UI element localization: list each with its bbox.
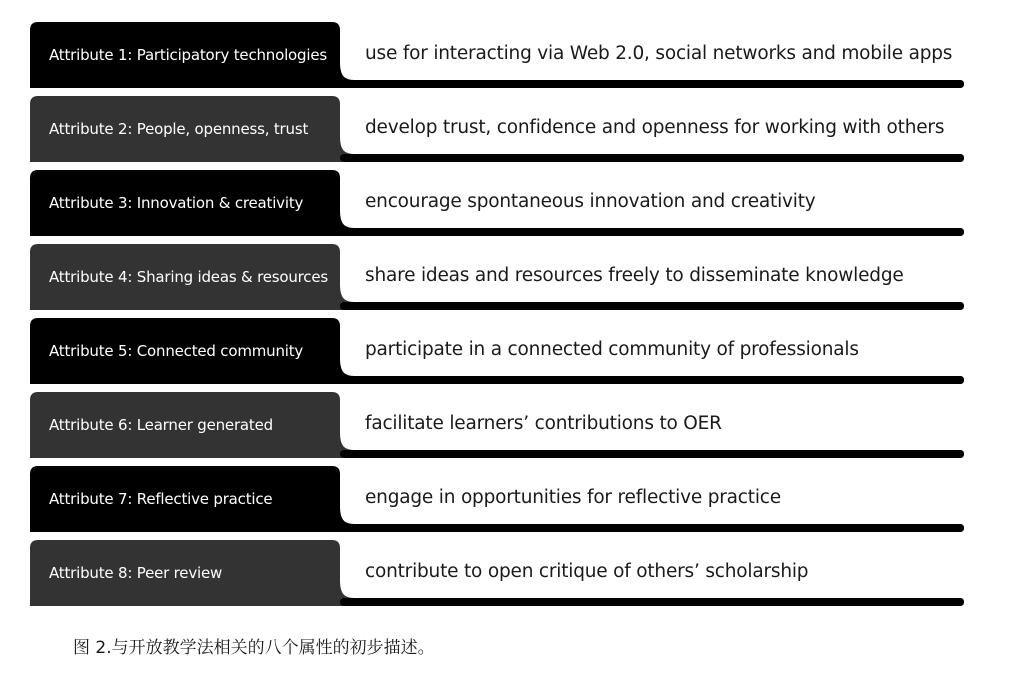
attribute-row	[0, 96, 1024, 170]
attribute-underline	[340, 154, 964, 162]
figure-caption: 图 2.与开放教学法相关的八个属性的初步描述。	[73, 638, 435, 658]
attribute-row	[0, 392, 1024, 466]
attribute-row	[0, 540, 1024, 614]
attribute-label: Attribute 7: Reflective practice	[49, 490, 273, 508]
attribute-description: facilitate learners’ contributions to OER	[365, 413, 722, 434]
attribute-label: Attribute 5: Connected community	[49, 342, 304, 360]
attribute-underline	[340, 228, 964, 236]
attribute-underline	[340, 598, 964, 606]
attribute-row	[0, 22, 1024, 96]
attribute-label: Attribute 4: Sharing ideas & resources	[49, 268, 328, 286]
attribute-label: Attribute 1: Participatory technologies	[49, 46, 327, 64]
attribute-label: Attribute 2: People, openness, trust	[49, 120, 309, 138]
attribute-underline	[340, 376, 964, 384]
attribute-label: Attribute 3: Innovation & creativity	[49, 194, 304, 212]
attribute-row	[0, 466, 1024, 540]
attribute-description: participate in a connected community of professionals	[365, 339, 859, 360]
attribute-description: engage in opportunities for reflective practice	[365, 487, 781, 508]
attribute-row	[0, 318, 1024, 392]
attribute-description: encourage spontaneous innovation and creativity	[365, 191, 816, 212]
attribute-description: contribute to open critique of others’ scholarship	[365, 561, 809, 582]
attribute-underline	[340, 524, 964, 532]
attribute-underline	[340, 80, 964, 88]
attribute-underline	[340, 450, 964, 458]
attribute-row	[0, 244, 1024, 318]
attribute-description: share ideas and resources freely to disseminate knowledge	[365, 265, 904, 286]
attribute-description: use for interacting via Web 2.0, social networks and mobile apps	[365, 43, 953, 64]
attribute-description: develop trust, confidence and openness for working with others	[365, 117, 945, 138]
attribute-label: Attribute 6: Learner generated	[49, 416, 273, 434]
attribute-row	[0, 170, 1024, 244]
attribute-label: Attribute 8: Peer review	[49, 564, 223, 582]
attribute-underline	[340, 302, 964, 310]
